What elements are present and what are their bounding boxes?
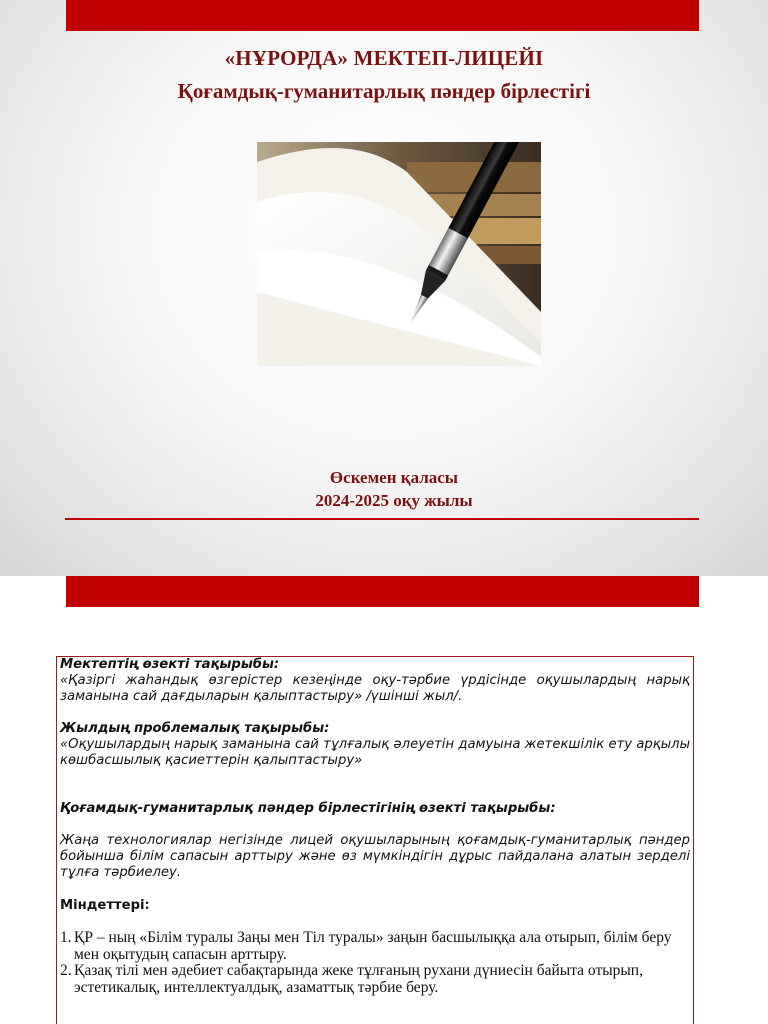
tasks-list — [60, 930, 690, 996]
pen-illustration — [257, 142, 541, 366]
list-item: ҚР – ның «Білім туралы Заңы мен Тіл туралы» заңын басшылыққа ала отырып, білім беру мен оқытудың сапасын арттыру. — [74, 929, 672, 963]
year-problem-heading: Жылдың проблемалық тақырыбы: — [60, 721, 330, 736]
union-topic-heading: Қоғамдық-гуманитарлық пәндер бірлестігінің өзекті тақырыбы: — [60, 801, 556, 816]
union-name: Қоғамдық-гуманитарлық пәндер бірлестігі — [177, 79, 591, 103]
union-topic-text: Жаңа технологиялар негізінде лицей оқушыларының қоғамдық-гуманитарлық пәндер бойынша білім сапасын арттыру және өз мүмкіндігін дұрыс пайдалана алатын зерделі тұлға тәрбиелеу. — [60, 833, 690, 880]
year-problem-text: «Оқушылардың нарық заманына сай тұлғалық әлеуетін дамуына жетекшілік ету арқылы көшбасшылық қасиеттерін қалыптастыру» — [60, 737, 690, 768]
top-red-bar-2 — [66, 576, 699, 607]
tasks-heading-line — [60, 897, 690, 914]
academic-year: 2024-2025 оқу жылы — [315, 491, 473, 510]
topics-slide — [0, 576, 768, 1024]
list-item: Қазақ тілі мен әдебиет сабақтарында жеке тұлғаның рухани дүниесін байыта отырып, эстетикалық, интеллектуалдық, азаматтық тәрбие беру. — [74, 962, 643, 996]
divider-line — [65, 518, 699, 520]
tasks-heading: Міндеттері — [60, 898, 145, 913]
tasks-heading-colon: : — [144, 896, 150, 913]
content-box — [56, 656, 694, 1024]
top-red-bar — [66, 0, 699, 31]
pen-paper-photo — [257, 142, 541, 366]
school-topic-text: «Қазіргі жаһандық өзгерістер кезеңінде оқу-тәрбие үрдісінде оқушылардың нарық заманына сай дағдыларын қалыптастыру» /үшінші жыл/. — [60, 673, 690, 704]
school-name: «НҰРОРДА» МЕКТЕП-ЛИЦЕЙІ — [224, 46, 544, 70]
city-label: Өскемен қаласы — [329, 468, 459, 487]
school-topic-heading: Мектептің өзекті тақырыбы: — [60, 657, 280, 672]
